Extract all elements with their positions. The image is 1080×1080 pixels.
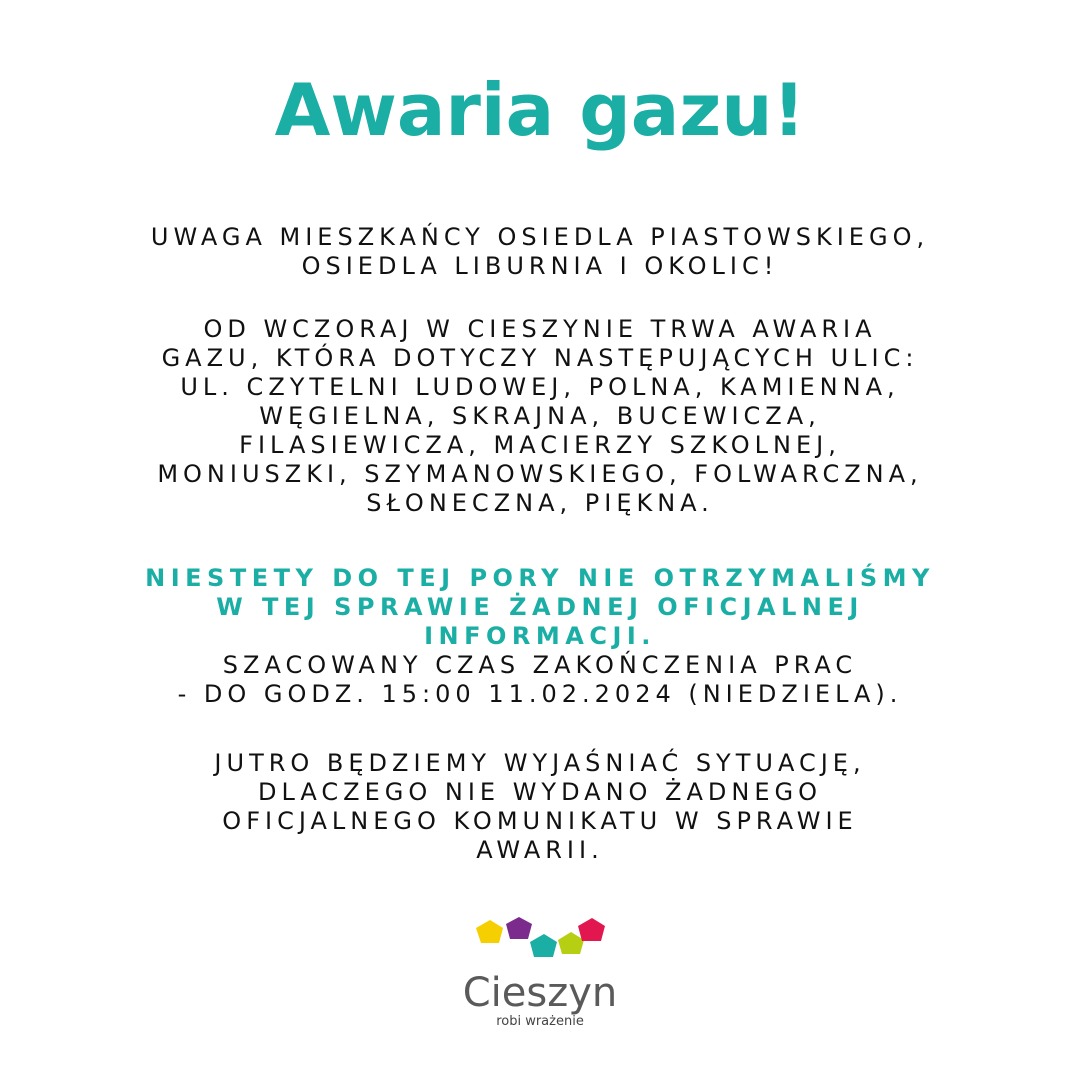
page-title: Awaria gazu! [274,68,806,152]
text-line: OFICJALNEGO KOMUNIKATU W SPRAWIE [222,807,858,835]
yellow-pentagon-icon [476,920,503,943]
text-line: SŁONECZNA, PIĘKNA. [366,489,714,517]
highlight-line: INFORMACJI. [424,622,656,650]
purple-pentagon-icon [506,917,532,939]
highlight-line: W TEJ SPRAWIE ŻADNEJ OFICJALNEJ [216,593,864,621]
text-line: FILASIEWICZA, MACIERZY SZKOLNEJ, [239,431,841,459]
cieszyn-logo [440,912,640,1032]
text-line: GAZU, KTÓRA DOTYCZY NASTĘPUJĄCYCH ULIC: [161,344,919,372]
announcement-paragraph-1 [60,223,1020,281]
highlight-line: NIESTETY DO TEJ PORY NIE OTRZYMALIŚMY [145,564,935,592]
red-pentagon-icon [578,918,605,941]
text-line: SZACOWANY CZAS ZAKOŃCZENIA PRAC [222,651,858,679]
text-line: DLACZEGO NIE WYDANO ŻADNEGO [258,778,822,806]
text-line: - DO GODZ. 15:00 11.02.2024 (NIEDZIELA). [177,680,903,708]
text-line: UWAGA MIESZKAŃCY OSIEDLA PIASTOWSKIEGO, [150,223,930,251]
pentagons-logo-icon [470,912,610,972]
announcement-paragraph-2 [60,315,1020,518]
lime-pentagon-icon [558,932,584,954]
teal-pentagon-icon [530,934,557,957]
logo-tagline: robi wrażenie [496,1014,584,1029]
text-line: JUTRO BĘDZIEMY WYJAŚNIAĆ SYTUACJĘ, [214,749,866,777]
text-line: OD WCZORAJ W CIESZYNIE TRWA AWARIA [203,315,877,343]
logo-wordmark: Cieszyn [462,970,618,1016]
text-line: MONIUSZKI, SZYMANOWSKIEGO, FOLWARCZNA, [157,460,923,488]
text-line: WĘGIELNA, SKRAJNA, BUCEWICZA, [259,402,821,430]
announcement-paragraph-4 [60,749,1020,865]
text-line: AWARII. [476,836,604,864]
text-line: UL. CZYTELNI LUDOWEJ, POLNA, KAMIENNA, [180,373,900,401]
text-line: OSIEDLA LIBURNIA I OKOLIC! [301,252,779,280]
announcement-paragraph-3 [60,564,1020,709]
